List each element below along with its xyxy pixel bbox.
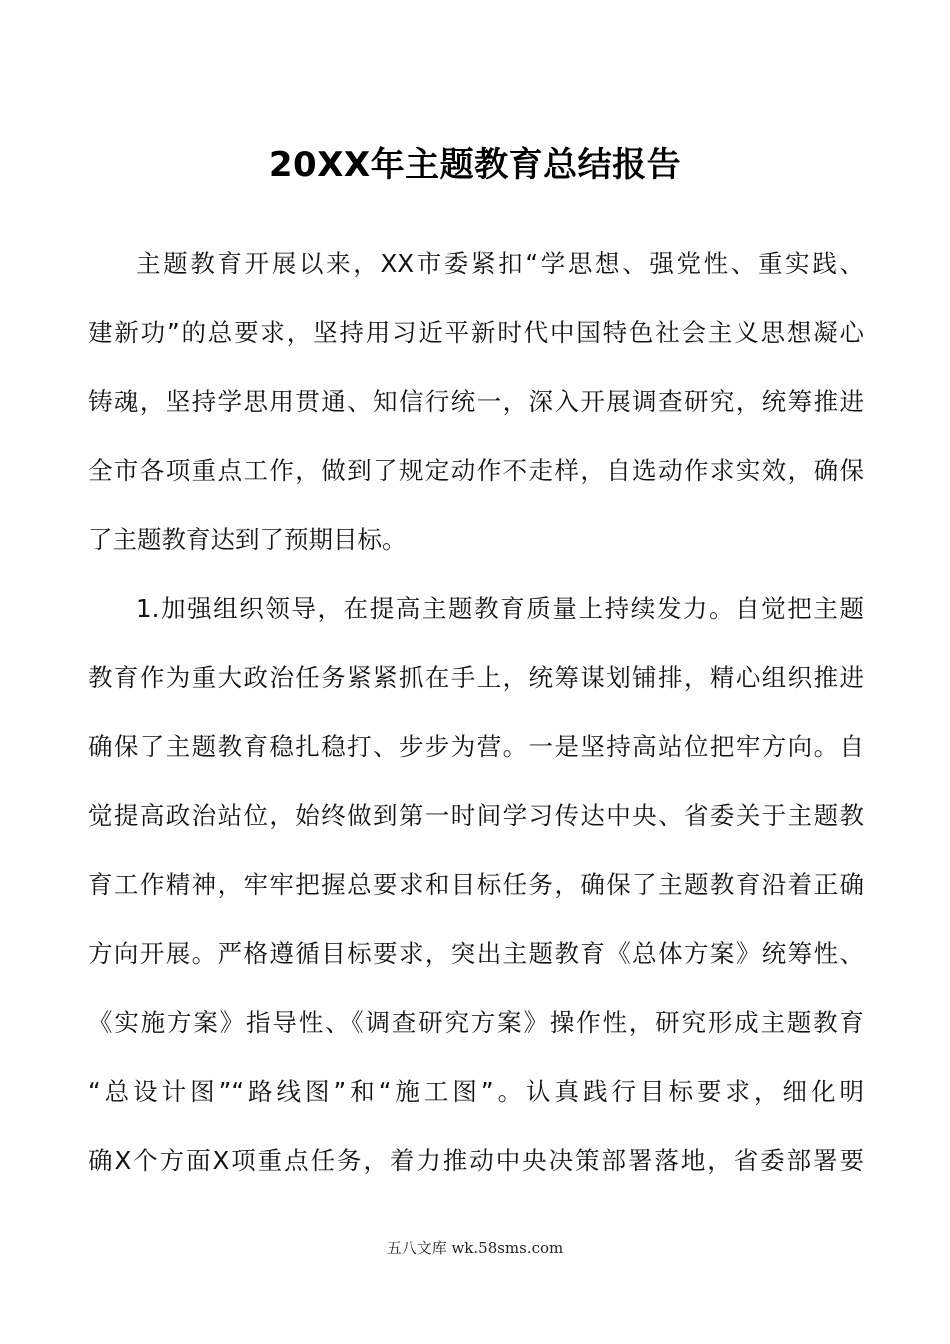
- paragraph-line: 主题教育开展以来，XX市委紧扣“学思想、强党性、重实践、: [136, 249, 864, 278]
- paragraph-line: 教育作为重大政治任务紧紧抓在手上，统筹谋划铺排，精心组织推进: [88, 663, 864, 692]
- paragraph-line: 了主题教育达到了预期目标。: [88, 525, 407, 554]
- paragraph-line: 方向开展。严格遵循目标要求，突出主题教育《总体方案》统筹性、: [88, 939, 864, 968]
- paragraph-line: 确X个方面X项重点任务，着力推动中央决策部署落地，省委部署要: [88, 1146, 864, 1175]
- paragraph-line: 觉提高政治站位，始终做到第一时间学习传达中央、省委关于主题教: [88, 801, 864, 830]
- paragraph-line: 育工作精神，牢牢把握总要求和目标任务，确保了主题教育沿着正确: [88, 870, 864, 899]
- paragraph-line: 全市各项重点工作，做到了规定动作不走样，自选动作求实效，确保: [88, 456, 864, 485]
- page-footer: 五八文库 wk.58sms.com: [386, 1239, 564, 1257]
- paragraph-line: 1.加强组织领导，在提高主题教育质量上持续发力。自觉把主题: [136, 594, 864, 623]
- document-title: 20XX年主题教育总结报告: [268, 145, 682, 185]
- paragraph-line: “总设计图”“路线图”和“施工图”。认真践行目标要求，细化明: [88, 1077, 864, 1106]
- paragraph-line: 《实施方案》指导性、《调查研究方案》操作性，研究形成主题教育: [88, 1008, 864, 1037]
- paragraph-line: 确保了主题教育稳扎稳打、步步为营。一是坚持高站位把牢方向。自: [88, 732, 864, 761]
- paragraph-line: 建新功”的总要求，坚持用习近平新时代中国特色社会主义思想凝心: [88, 318, 864, 347]
- paragraph-line: 铸魂，坚持学思用贯通、知信行统一，深入开展调查研究，统筹推进: [88, 387, 864, 416]
